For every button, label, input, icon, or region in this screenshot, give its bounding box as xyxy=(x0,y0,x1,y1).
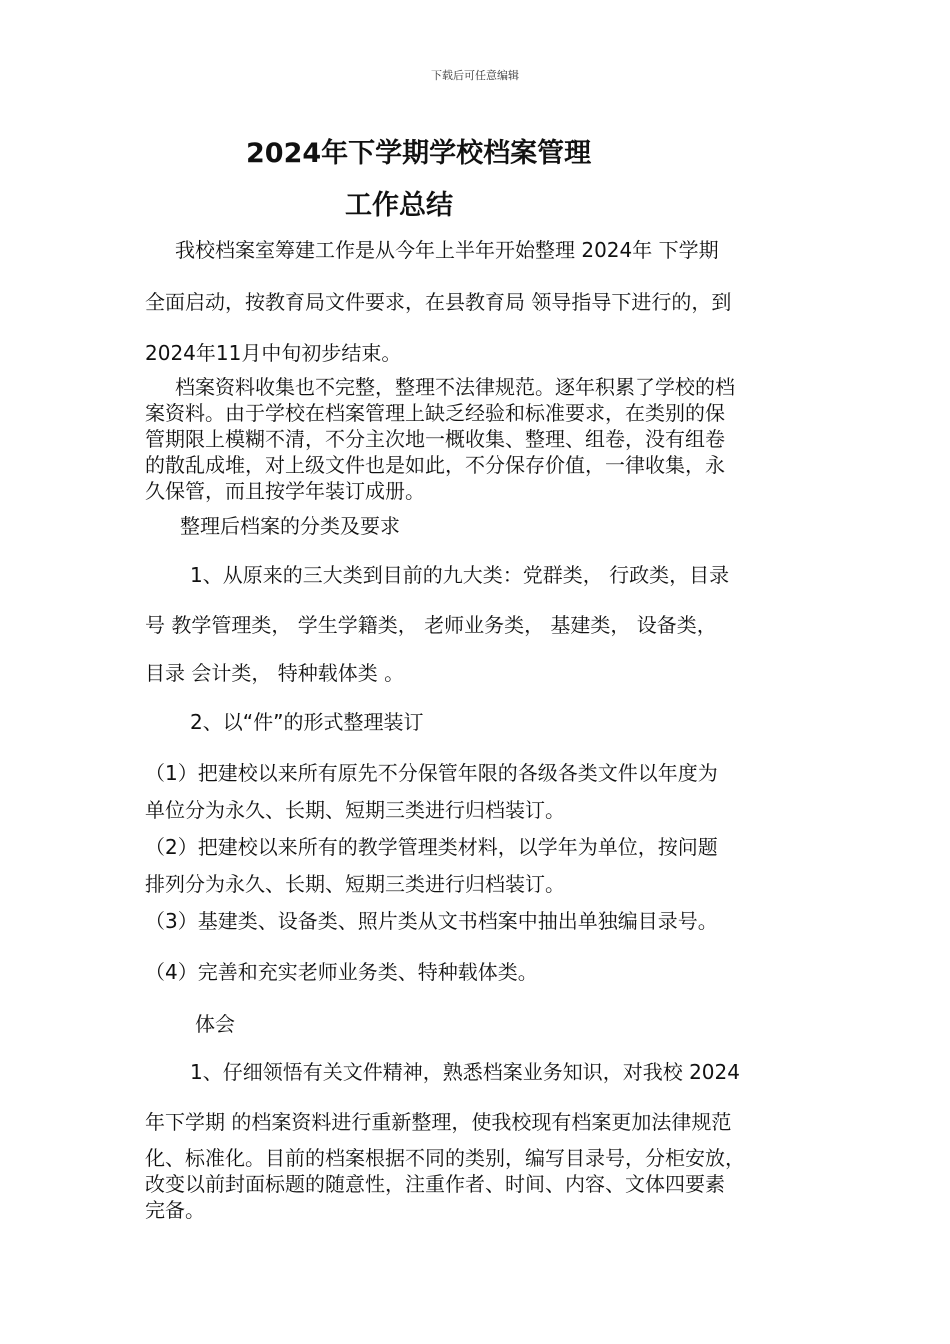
classification-sub1-line1: （1）把建校以来所有原先不分保管年限的各级各类文件以年度为 xyxy=(145,761,718,785)
classification-sub4: （4）完善和充实老师业务类、特种载体类。 xyxy=(145,960,538,984)
classification-item1-line3: 目录 会计类， 特种载体类 。 xyxy=(145,661,405,685)
experience-item1-line2: 年下学期 的档案资料进行重新整理，使我校现有档案更加法律规范 xyxy=(145,1110,732,1134)
problem-line-1: 档案资料收集也不完整，整理不法律规范。逐年积累了学校的档 xyxy=(175,375,735,399)
classification-sub2-line2: 排列分为永久、长期、短期三类进行归档装订。 xyxy=(145,872,565,896)
experience-item1-line1: 1、仔细领悟有关文件精神，熟悉档案业务知识，对我校 2024 xyxy=(190,1060,740,1084)
intro-line-3: 2024年11月中旬初步结束。 xyxy=(145,341,402,365)
classification-item1-line1: 1、从原来的三大类到目前的九大类：党群类， 行政类，目录 xyxy=(190,563,730,587)
problem-line-2: 案资料。由于学校在档案管理上缺乏经验和标准要求，在类别的保 xyxy=(145,401,725,425)
intro-line-2: 全面启动，按教育局文件要求，在县教育局 领导指导下进行的，到 xyxy=(145,290,732,314)
classification-item2: 2、以“件”的形式整理装订 xyxy=(190,710,424,734)
problem-paragraph xyxy=(145,374,805,504)
experience-item1-line4: 改变以前封面标题的随意性，注重作者、时间、内容、文体四要素 xyxy=(145,1172,725,1196)
classification-heading: 整理后档案的分类及要求 xyxy=(180,514,400,538)
classification-sub3: （3）基建类、设备类、照片类从文书档案中抽出单独编目录号。 xyxy=(145,909,718,933)
experience-paragraph-tail xyxy=(145,1145,805,1223)
classification-sub2-line1: （2）把建校以来所有的教学管理类材料，以学年为单位，按问题 xyxy=(145,835,718,859)
experience-item1-line3: 化、标准化。目前的档案根据不同的类别，编写目录号，分柜安放， xyxy=(145,1146,745,1170)
document-title-line2: 工作总结 xyxy=(345,190,453,221)
problem-line-3: 管期限上模糊不清，不分主次地一概收集、整理、组卷，没有组卷 xyxy=(145,427,725,451)
document-title-line1: 2024年下学期学校档案管理 xyxy=(246,138,592,169)
page-header: 下载后可任意编辑 xyxy=(431,69,519,82)
experience-heading: 体会 xyxy=(195,1012,235,1036)
problem-line-4: 的散乱成堆，对上级文件也是如此，不分保存价值，一律收集，永 xyxy=(145,453,725,477)
classification-item1-line2: 号 教学管理类， 学生学籍类， 老师业务类， 基建类， 设备类， xyxy=(145,613,717,637)
classification-sub1-line2: 单位分为永久、长期、短期三类进行归档装订。 xyxy=(145,798,565,822)
problem-line-5: 久保管，而且按学年装订成册。 xyxy=(145,479,425,503)
intro-line-1: 我校档案室筹建工作是从今年上半年开始整理 2024年 下学期 xyxy=(175,238,719,262)
experience-item1-line5: 完备。 xyxy=(145,1198,205,1222)
